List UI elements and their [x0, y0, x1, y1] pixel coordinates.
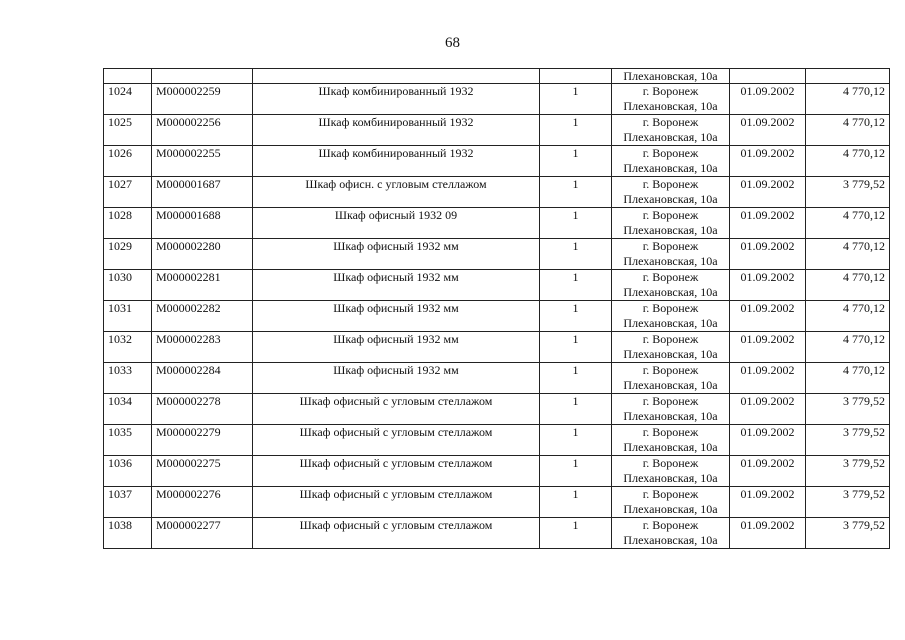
cell-num: 1033: [104, 363, 152, 394]
table-row: [104, 394, 890, 425]
table-row: [104, 115, 890, 146]
location-street: Плехановская, 10а: [623, 533, 718, 547]
cell-qty: 1: [540, 239, 612, 270]
location-street: Плехановская, 10а: [623, 316, 718, 330]
cell-location: [612, 394, 730, 425]
cell-date: 01.09.2002: [730, 270, 806, 301]
cell-num: 1029: [104, 239, 152, 270]
cell-code: М000002283: [152, 332, 253, 363]
cell-date: 01.09.2002: [730, 146, 806, 177]
cell-location: [612, 84, 730, 115]
cell-num: 1031: [104, 301, 152, 332]
cell-location: [612, 332, 730, 363]
location-street: Плехановская, 10а: [623, 254, 718, 268]
cell-num: 1028: [104, 208, 152, 239]
cell-qty: 1: [540, 456, 612, 487]
cell-name: Шкаф офисный 1932 мм: [253, 332, 540, 363]
cell-name: Шкаф офисный с угловым стеллажом: [253, 456, 540, 487]
cell-date: [730, 69, 806, 84]
cell-value: 3 779,52: [806, 425, 890, 456]
cell-value: 3 779,52: [806, 177, 890, 208]
cell-date: 01.09.2002: [730, 84, 806, 115]
location-city: г. Воронеж: [642, 332, 699, 346]
cell-location: [612, 177, 730, 208]
cell-value: 4 770,12: [806, 208, 890, 239]
cell-name: Шкаф офисный 1932 09: [253, 208, 540, 239]
cell-code: М000002256: [152, 115, 253, 146]
location-city: г. Воронеж: [642, 487, 699, 501]
location-street: Плехановская, 10а: [623, 161, 718, 175]
cell-qty: 1: [540, 84, 612, 115]
cell-qty: 1: [540, 146, 612, 177]
cell-date: 01.09.2002: [730, 363, 806, 394]
cell-location: [612, 146, 730, 177]
cell-date: 01.09.2002: [730, 177, 806, 208]
cell-date: 01.09.2002: [730, 332, 806, 363]
cell-num: 1025: [104, 115, 152, 146]
location-street: Плехановская, 10а: [623, 471, 718, 485]
cell-code: М000002280: [152, 239, 253, 270]
cell-name: Шкаф комбинированный 1932: [253, 146, 540, 177]
table-row: [104, 332, 890, 363]
table-row: [104, 487, 890, 518]
cell-num: 1038: [104, 518, 152, 549]
table-row: [104, 208, 890, 239]
cell-location: [612, 425, 730, 456]
cell-code: М000002277: [152, 518, 253, 549]
cell-code: М000001687: [152, 177, 253, 208]
cell-value: 4 770,12: [806, 301, 890, 332]
cell-qty: 1: [540, 363, 612, 394]
cell-code: М000002281: [152, 270, 253, 301]
cell-name: Шкаф офисный 1932 мм: [253, 301, 540, 332]
cell-location: Плехановская, 10а: [612, 69, 730, 84]
cell-date: 01.09.2002: [730, 301, 806, 332]
cell-num: 1027: [104, 177, 152, 208]
table-row: [104, 270, 890, 301]
table-row: [104, 84, 890, 115]
cell-value: [806, 69, 890, 84]
cell-date: 01.09.2002: [730, 518, 806, 549]
location-city: г. Воронеж: [642, 115, 699, 129]
cell-location: [612, 208, 730, 239]
cell-code: М000002255: [152, 146, 253, 177]
location-city: г. Воронеж: [642, 425, 699, 439]
cell-location: [612, 270, 730, 301]
location-street: Плехановская, 10а: [623, 378, 718, 392]
cell-qty: 1: [540, 208, 612, 239]
cell-date: 01.09.2002: [730, 456, 806, 487]
cell-value: 4 770,12: [806, 115, 890, 146]
cell-value: 3 779,52: [806, 487, 890, 518]
cell-name: Шкаф офисный с угловым стеллажом: [253, 518, 540, 549]
cell-name: Шкаф офисный 1932 мм: [253, 270, 540, 301]
cell-qty: 1: [540, 394, 612, 425]
cell-num: 1035: [104, 425, 152, 456]
cell-code: М000002275: [152, 456, 253, 487]
location-street: Плехановская, 10а: [623, 285, 718, 299]
cell-name: Шкаф офисный 1932 мм: [253, 363, 540, 394]
cell-location: [612, 301, 730, 332]
location-street: Плехановская, 10а: [623, 192, 718, 206]
cell-qty: 1: [540, 518, 612, 549]
cell-location: [612, 518, 730, 549]
cell-value: 4 770,12: [806, 270, 890, 301]
cell-qty: [540, 69, 612, 84]
location-street: Плехановская, 10а: [623, 502, 718, 516]
cell-name: [253, 69, 540, 84]
inventory-table: [103, 68, 890, 549]
location-street: Плехановская, 10а: [623, 409, 718, 423]
cell-num: 1037: [104, 487, 152, 518]
location-city: г. Воронеж: [642, 456, 699, 470]
cell-qty: 1: [540, 301, 612, 332]
location-city: г. Воронеж: [642, 208, 699, 222]
table-row: [104, 239, 890, 270]
cell-value: 3 779,52: [806, 394, 890, 425]
location-city: г. Воронеж: [642, 84, 699, 98]
location-street: Плехановская, 10а: [623, 347, 718, 361]
cell-value: 4 770,12: [806, 239, 890, 270]
table-row: [104, 425, 890, 456]
cell-name: Шкаф офисн. с угловым стеллажом: [253, 177, 540, 208]
cell-location: [612, 487, 730, 518]
continuation-row: [104, 69, 890, 84]
cell-value: 4 770,12: [806, 84, 890, 115]
cell-date: 01.09.2002: [730, 394, 806, 425]
cell-date: 01.09.2002: [730, 208, 806, 239]
location-street: Плехановская, 10а: [623, 440, 718, 454]
location-city: г. Воронеж: [642, 239, 699, 253]
cell-qty: 1: [540, 115, 612, 146]
cell-code: М000001688: [152, 208, 253, 239]
cell-name: Шкаф офисный с угловым стеллажом: [253, 425, 540, 456]
location-street: Плехановская, 10а: [623, 99, 718, 113]
cell-name: Шкаф офисный с угловым стеллажом: [253, 394, 540, 425]
cell-num: 1030: [104, 270, 152, 301]
cell-value: 3 779,52: [806, 518, 890, 549]
cell-location: [612, 363, 730, 394]
cell-code: [152, 69, 253, 84]
cell-location: [612, 239, 730, 270]
table-row: [104, 518, 890, 549]
cell-code: М000002282: [152, 301, 253, 332]
cell-code: М000002279: [152, 425, 253, 456]
location-street: Плехановская, 10а: [623, 130, 718, 144]
cell-name: Шкаф комбинированный 1932: [253, 115, 540, 146]
cell-qty: 1: [540, 332, 612, 363]
table-row: [104, 301, 890, 332]
table-row: [104, 177, 890, 208]
table-row: [104, 146, 890, 177]
cell-name: Шкаф офисный с угловым стеллажом: [253, 487, 540, 518]
cell-date: 01.09.2002: [730, 425, 806, 456]
page-number: 68: [445, 35, 460, 51]
cell-qty: 1: [540, 487, 612, 518]
cell-date: 01.09.2002: [730, 239, 806, 270]
location-street: Плехановская, 10а: [623, 223, 718, 237]
table-body: [104, 69, 890, 549]
cell-date: 01.09.2002: [730, 115, 806, 146]
location-city: г. Воронеж: [642, 363, 699, 377]
location-city: г. Воронеж: [642, 177, 699, 191]
cell-code: М000002276: [152, 487, 253, 518]
location-city: г. Воронеж: [642, 146, 699, 160]
cell-code: М000002278: [152, 394, 253, 425]
cell-qty: 1: [540, 270, 612, 301]
cell-qty: 1: [540, 425, 612, 456]
cell-date: 01.09.2002: [730, 487, 806, 518]
location-city: г. Воронеж: [642, 394, 699, 408]
location-city: г. Воронеж: [642, 301, 699, 315]
cell-code: М000002284: [152, 363, 253, 394]
cell-qty: 1: [540, 177, 612, 208]
cell-num: 1026: [104, 146, 152, 177]
table-row: [104, 363, 890, 394]
cell-location: [612, 115, 730, 146]
cell-num: 1032: [104, 332, 152, 363]
table-row: [104, 456, 890, 487]
cell-num: 1034: [104, 394, 152, 425]
cell-num: 1036: [104, 456, 152, 487]
cell-value: 4 770,12: [806, 332, 890, 363]
cell-value: 3 779,52: [806, 456, 890, 487]
cell-value: 4 770,12: [806, 363, 890, 394]
cell-num: 1024: [104, 84, 152, 115]
cell-name: Шкаф офисный 1932 мм: [253, 239, 540, 270]
cell-code: М000002259: [152, 84, 253, 115]
cell-value: 4 770,12: [806, 146, 890, 177]
location-city: г. Воронеж: [642, 518, 699, 532]
location-city: г. Воронеж: [642, 270, 699, 284]
cell-num: [104, 69, 152, 84]
cell-location: [612, 456, 730, 487]
cell-name: Шкаф комбинированный 1932: [253, 84, 540, 115]
